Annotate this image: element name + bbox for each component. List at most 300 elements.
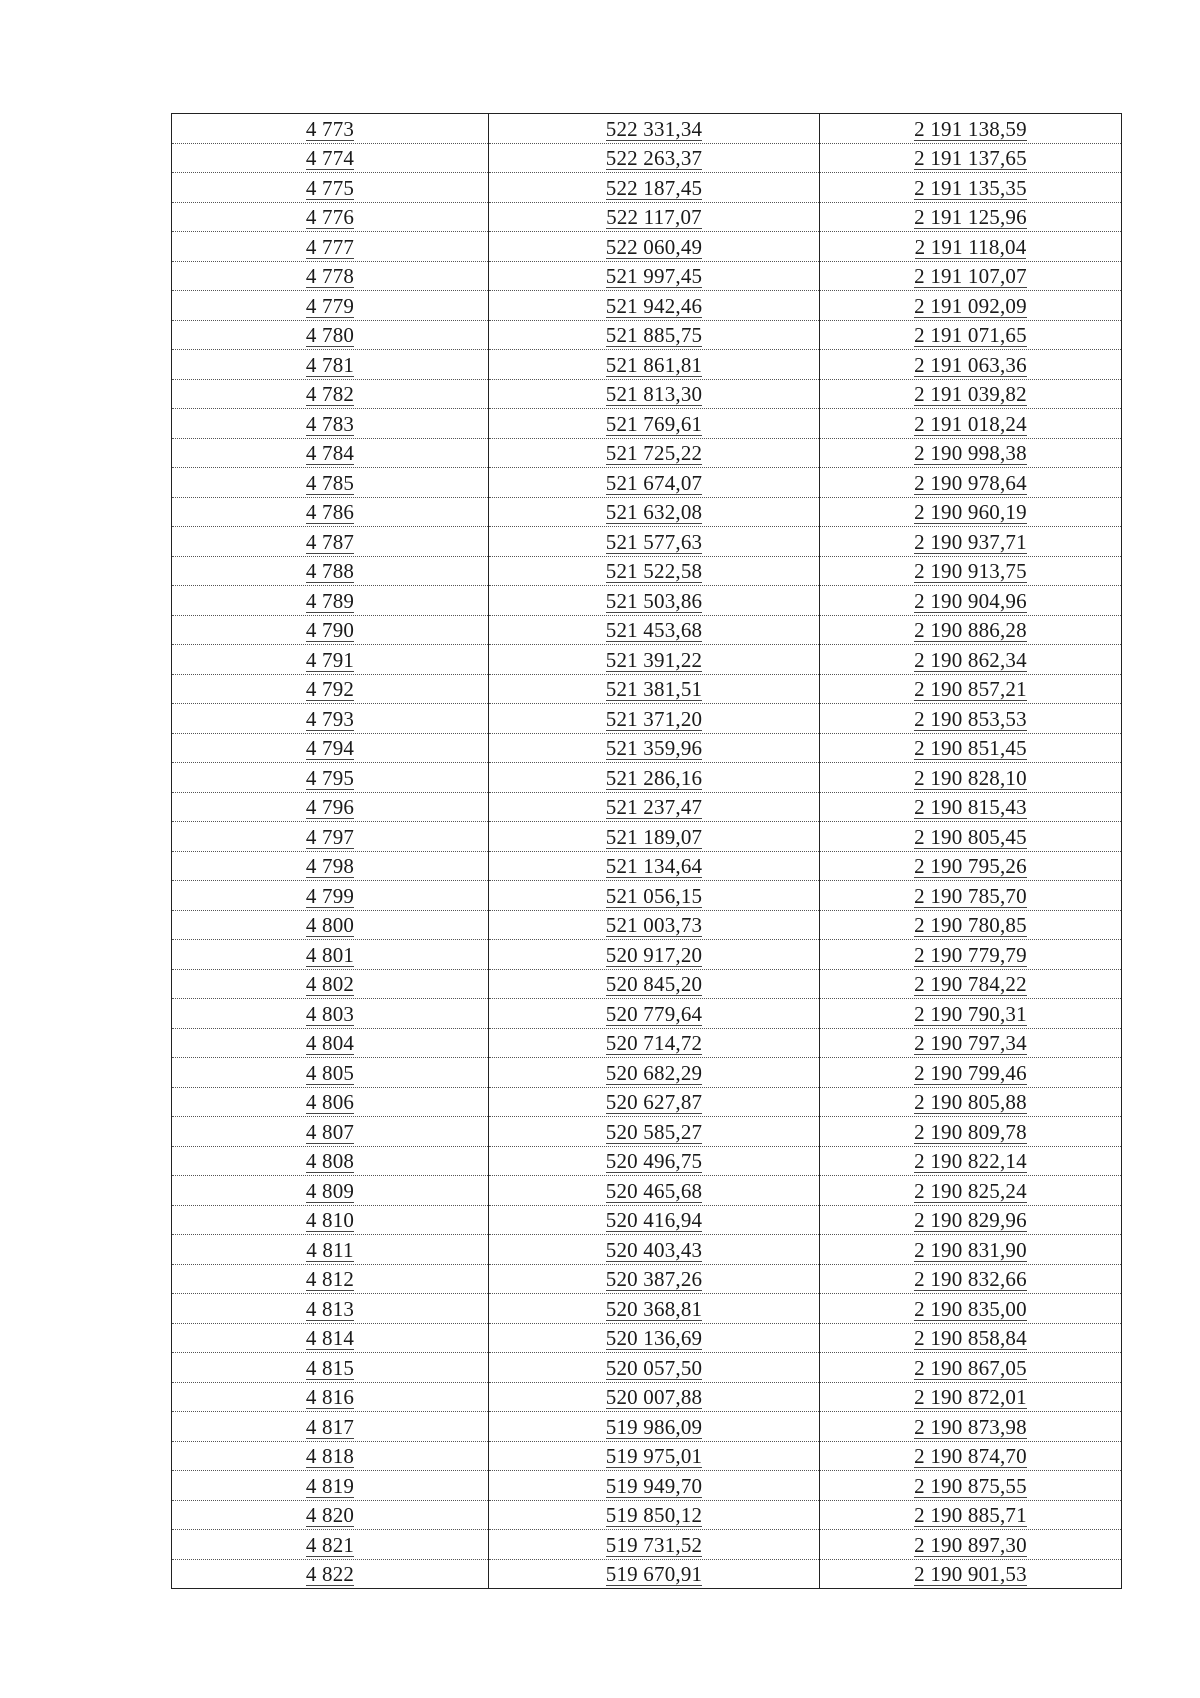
point-number-cell <box>172 173 489 203</box>
point-number-cell <box>172 143 489 173</box>
table-row <box>172 1382 1122 1412</box>
x-coordinate-value: 519 949,70 <box>605 1473 703 1498</box>
point-number-cell <box>172 969 489 999</box>
table-row <box>172 733 1122 763</box>
y-coordinate-cell <box>820 674 1122 704</box>
x-coordinate-cell <box>489 468 820 498</box>
y-coordinate-value: 2 191 125,96 <box>914 205 1027 229</box>
point-number-value: 4 800 <box>305 913 355 937</box>
table-row <box>172 468 1122 498</box>
y-coordinate-cell <box>820 586 1122 616</box>
y-coordinate-cell <box>820 851 1122 881</box>
x-coordinate-value: 522 117,07 <box>606 205 702 229</box>
table-row <box>172 143 1122 173</box>
x-coordinate-cell <box>489 704 820 734</box>
y-coordinate-value: 2 190 897,30 <box>914 1532 1027 1557</box>
y-coordinate-cell <box>820 261 1122 291</box>
point-number-value: 4 790 <box>305 618 355 642</box>
point-number-value: 4 789 <box>305 588 355 613</box>
x-coordinate-cell <box>489 881 820 911</box>
y-coordinate-cell <box>820 173 1122 203</box>
x-coordinate-cell <box>489 497 820 527</box>
point-number-value: 4 775 <box>305 175 355 200</box>
y-coordinate-value: 2 191 018,24 <box>914 411 1027 436</box>
point-number-cell <box>172 910 489 940</box>
table-row <box>172 232 1122 262</box>
point-number-value: 4 816 <box>305 1385 355 1409</box>
x-coordinate-value: 520 403,43 <box>605 1237 703 1262</box>
y-coordinate-value: 2 190 904,96 <box>914 588 1027 613</box>
x-coordinate-cell <box>489 143 820 173</box>
y-coordinate-cell <box>820 438 1122 468</box>
y-coordinate-cell <box>820 143 1122 173</box>
x-coordinate-cell <box>489 1176 820 1206</box>
point-number-cell <box>172 291 489 321</box>
point-number-cell <box>172 1028 489 1058</box>
x-coordinate-value: 520 007,88 <box>605 1385 703 1409</box>
x-coordinate-cell <box>489 1294 820 1324</box>
y-coordinate-value: 2 191 063,36 <box>914 352 1027 377</box>
y-coordinate-cell <box>820 1264 1122 1294</box>
x-coordinate-value: 521 942,46 <box>605 293 703 318</box>
y-coordinate-value: 2 190 805,88 <box>914 1090 1027 1114</box>
point-number-value: 4 796 <box>305 795 355 819</box>
point-number-cell <box>172 704 489 734</box>
x-coordinate-value: 520 585,27 <box>605 1119 703 1144</box>
table-row <box>172 1294 1122 1324</box>
x-coordinate-cell <box>489 1441 820 1471</box>
y-coordinate-cell <box>820 291 1122 321</box>
y-coordinate-value: 2 191 137,65 <box>914 146 1027 170</box>
table-row <box>172 969 1122 999</box>
y-coordinate-value: 2 190 779,79 <box>914 942 1027 967</box>
point-number-cell <box>172 822 489 852</box>
table-row <box>172 1471 1122 1501</box>
x-coordinate-value: 521 997,45 <box>605 264 703 288</box>
point-number-value: 4 797 <box>305 824 355 849</box>
x-coordinate-value: 520 136,69 <box>605 1326 703 1350</box>
table-row <box>172 586 1122 616</box>
y-coordinate-value: 2 190 853,53 <box>914 706 1027 731</box>
table-row <box>172 1559 1122 1589</box>
x-coordinate-cell <box>489 1264 820 1294</box>
x-coordinate-value: 522 187,45 <box>605 175 703 200</box>
x-coordinate-value: 521 453,68 <box>605 618 703 642</box>
y-coordinate-cell <box>820 379 1122 409</box>
point-number-cell <box>172 940 489 970</box>
x-coordinate-cell <box>489 586 820 616</box>
table-row <box>172 1500 1122 1530</box>
point-number-cell <box>172 1441 489 1471</box>
x-coordinate-value: 519 731,52 <box>605 1532 703 1557</box>
x-coordinate-cell <box>489 1205 820 1235</box>
x-coordinate-cell <box>489 1471 820 1501</box>
point-number-value: 4 778 <box>305 264 355 288</box>
point-number-value: 4 783 <box>305 411 355 436</box>
table-row <box>172 556 1122 586</box>
y-coordinate-value: 2 190 875,55 <box>914 1473 1027 1498</box>
y-coordinate-value: 2 190 805,45 <box>914 824 1027 849</box>
x-coordinate-value: 521 359,96 <box>605 736 703 760</box>
y-coordinate-value: 2 190 937,71 <box>914 529 1027 554</box>
x-coordinate-cell <box>489 527 820 557</box>
y-coordinate-cell <box>820 1323 1122 1353</box>
point-number-value: 4 798 <box>305 854 355 878</box>
y-coordinate-value: 2 190 913,75 <box>914 559 1027 583</box>
point-number-value: 4 813 <box>305 1296 355 1321</box>
y-coordinate-value: 2 190 998,38 <box>914 441 1027 465</box>
x-coordinate-value: 519 975,01 <box>605 1444 703 1468</box>
y-coordinate-cell <box>820 1441 1122 1471</box>
point-number-cell <box>172 1205 489 1235</box>
point-number-cell <box>172 1117 489 1147</box>
x-coordinate-cell <box>489 261 820 291</box>
point-number-value: 4 776 <box>305 205 355 229</box>
y-coordinate-value: 2 191 107,07 <box>914 264 1027 288</box>
point-number-value: 4 807 <box>305 1119 355 1144</box>
y-coordinate-cell <box>820 1500 1122 1530</box>
y-coordinate-value: 2 190 809,78 <box>914 1119 1027 1144</box>
y-coordinate-value: 2 190 829,96 <box>914 1208 1027 1232</box>
y-coordinate-cell <box>820 1412 1122 1442</box>
point-number-value: 4 785 <box>305 470 355 495</box>
x-coordinate-cell <box>489 438 820 468</box>
y-coordinate-value: 2 190 960,19 <box>914 500 1027 524</box>
point-number-value: 4 815 <box>305 1355 355 1380</box>
point-number-value: 4 795 <box>305 765 355 790</box>
y-coordinate-value: 2 190 862,34 <box>914 647 1027 672</box>
x-coordinate-cell <box>489 350 820 380</box>
table-row <box>172 527 1122 557</box>
point-number-value: 4 782 <box>305 382 355 406</box>
table-row <box>172 645 1122 675</box>
x-coordinate-cell <box>489 792 820 822</box>
x-coordinate-value: 520 387,26 <box>605 1267 703 1291</box>
point-number-value: 4 780 <box>305 323 355 347</box>
table-row <box>172 1412 1122 1442</box>
point-number-value: 4 814 <box>305 1326 355 1350</box>
point-number-cell <box>172 999 489 1029</box>
point-number-value: 4 805 <box>305 1060 355 1085</box>
point-number-cell <box>172 1323 489 1353</box>
x-coordinate-value: 521 391,22 <box>605 647 703 672</box>
point-number-value: 4 799 <box>305 883 355 908</box>
y-coordinate-cell <box>820 940 1122 970</box>
point-number-cell <box>172 350 489 380</box>
table-row <box>172 1235 1122 1265</box>
x-coordinate-cell <box>489 1353 820 1383</box>
y-coordinate-cell <box>820 1471 1122 1501</box>
point-number-cell <box>172 497 489 527</box>
x-coordinate-value: 521 813,30 <box>605 382 703 406</box>
x-coordinate-cell <box>489 940 820 970</box>
table-row <box>172 763 1122 793</box>
point-number-cell <box>172 1500 489 1530</box>
y-coordinate-cell <box>820 1353 1122 1383</box>
table-row <box>172 379 1122 409</box>
point-number-value: 4 812 <box>305 1267 355 1291</box>
y-coordinate-value: 2 190 780,85 <box>914 913 1027 937</box>
x-coordinate-value: 519 850,12 <box>605 1503 703 1527</box>
y-coordinate-value: 2 190 835,00 <box>914 1296 1027 1321</box>
x-coordinate-value: 520 779,64 <box>605 1001 703 1026</box>
y-coordinate-value: 2 190 795,26 <box>914 854 1027 878</box>
table-row <box>172 350 1122 380</box>
point-number-cell <box>172 1471 489 1501</box>
x-coordinate-cell <box>489 320 820 350</box>
point-number-cell <box>172 1412 489 1442</box>
x-coordinate-cell <box>489 291 820 321</box>
point-number-value: 4 821 <box>305 1532 355 1557</box>
point-number-cell <box>172 438 489 468</box>
table-row <box>172 851 1122 881</box>
point-number-cell <box>172 556 489 586</box>
x-coordinate-value: 521 674,07 <box>605 470 703 495</box>
x-coordinate-cell <box>489 114 820 144</box>
point-number-cell <box>172 1264 489 1294</box>
point-number-cell <box>172 1530 489 1560</box>
table-row <box>172 1117 1122 1147</box>
table-row <box>172 792 1122 822</box>
y-coordinate-value: 2 190 785,70 <box>914 883 1027 908</box>
y-coordinate-cell <box>820 615 1122 645</box>
x-coordinate-cell <box>489 822 820 852</box>
point-number-value: 4 781 <box>305 352 355 377</box>
table-row <box>172 202 1122 232</box>
y-coordinate-value: 2 190 867,05 <box>914 1355 1027 1380</box>
y-coordinate-value: 2 190 901,53 <box>914 1562 1027 1586</box>
y-coordinate-cell <box>820 1530 1122 1560</box>
point-number-cell <box>172 792 489 822</box>
table-row <box>172 1028 1122 1058</box>
table-row <box>172 704 1122 734</box>
table-row <box>172 1264 1122 1294</box>
y-coordinate-cell <box>820 1028 1122 1058</box>
y-coordinate-value: 2 190 832,66 <box>914 1267 1027 1291</box>
table-row <box>172 1441 1122 1471</box>
table-row <box>172 940 1122 970</box>
y-coordinate-value: 2 191 092,09 <box>914 293 1027 318</box>
point-number-cell <box>172 1382 489 1412</box>
x-coordinate-value: 520 057,50 <box>605 1355 703 1380</box>
x-coordinate-cell <box>489 1146 820 1176</box>
y-coordinate-value: 2 190 874,70 <box>914 1444 1027 1468</box>
table-row <box>172 114 1122 144</box>
table-row <box>172 261 1122 291</box>
y-coordinate-cell <box>820 556 1122 586</box>
x-coordinate-value: 520 465,68 <box>605 1178 703 1203</box>
y-coordinate-value: 2 190 815,43 <box>914 795 1027 819</box>
point-number-cell <box>172 202 489 232</box>
table-row <box>172 999 1122 1029</box>
x-coordinate-cell <box>489 969 820 999</box>
y-coordinate-value: 2 190 790,31 <box>914 1001 1027 1026</box>
point-number-value: 4 784 <box>305 441 355 465</box>
x-coordinate-cell <box>489 379 820 409</box>
point-number-cell <box>172 320 489 350</box>
x-coordinate-cell <box>489 173 820 203</box>
point-number-value: 4 788 <box>305 559 355 583</box>
point-number-value: 4 777 <box>305 234 355 259</box>
x-coordinate-value: 521 503,86 <box>605 588 703 613</box>
x-coordinate-value: 520 627,87 <box>605 1090 703 1114</box>
point-number-cell <box>172 733 489 763</box>
y-coordinate-cell <box>820 763 1122 793</box>
table-row <box>172 881 1122 911</box>
x-coordinate-value: 520 845,20 <box>605 972 703 996</box>
x-coordinate-value: 521 237,47 <box>605 795 703 819</box>
point-number-cell <box>172 674 489 704</box>
x-coordinate-value: 519 670,91 <box>605 1562 703 1586</box>
point-number-value: 4 802 <box>305 972 355 996</box>
x-coordinate-value: 520 917,20 <box>605 942 703 967</box>
table-row <box>172 173 1122 203</box>
table-row <box>172 1146 1122 1176</box>
y-coordinate-cell <box>820 1382 1122 1412</box>
point-number-value: 4 779 <box>305 293 355 318</box>
x-coordinate-value: 521 371,20 <box>605 706 703 731</box>
table-row <box>172 822 1122 852</box>
y-coordinate-cell <box>820 881 1122 911</box>
x-coordinate-cell <box>489 733 820 763</box>
coordinates-table <box>171 113 1122 1589</box>
point-number-value: 4 803 <box>305 1001 355 1026</box>
x-coordinate-value: 521 885,75 <box>605 323 703 347</box>
x-coordinate-value: 520 714,72 <box>605 1031 703 1055</box>
x-coordinate-cell <box>489 556 820 586</box>
x-coordinate-cell <box>489 1087 820 1117</box>
x-coordinate-value: 520 416,94 <box>605 1208 703 1232</box>
point-number-value: 4 811 <box>306 1237 354 1262</box>
point-number-value: 4 786 <box>305 500 355 524</box>
y-coordinate-value: 2 190 825,24 <box>914 1178 1027 1203</box>
point-number-cell <box>172 468 489 498</box>
x-coordinate-cell <box>489 1028 820 1058</box>
y-coordinate-cell <box>820 910 1122 940</box>
x-coordinate-cell <box>489 1058 820 1088</box>
point-number-value: 4 820 <box>305 1503 355 1527</box>
y-coordinate-cell <box>820 409 1122 439</box>
y-coordinate-cell <box>820 320 1122 350</box>
x-coordinate-cell <box>489 910 820 940</box>
x-coordinate-value: 522 060,49 <box>605 234 703 259</box>
point-number-cell <box>172 1058 489 1088</box>
y-coordinate-cell <box>820 1235 1122 1265</box>
table-row <box>172 674 1122 704</box>
table-row <box>172 1205 1122 1235</box>
table-row <box>172 1353 1122 1383</box>
x-coordinate-cell <box>489 1323 820 1353</box>
table-row <box>172 1087 1122 1117</box>
point-number-cell <box>172 232 489 262</box>
point-number-cell <box>172 379 489 409</box>
table-row <box>172 291 1122 321</box>
y-coordinate-value: 2 190 857,21 <box>914 677 1027 701</box>
x-coordinate-value: 520 368,81 <box>605 1296 703 1321</box>
point-number-value: 4 808 <box>305 1149 355 1173</box>
point-number-cell <box>172 1559 489 1589</box>
x-coordinate-cell <box>489 1559 820 1589</box>
point-number-cell <box>172 1294 489 1324</box>
y-coordinate-value: 2 190 822,14 <box>914 1149 1027 1173</box>
point-number-cell <box>172 645 489 675</box>
y-coordinate-value: 2 191 138,59 <box>914 116 1027 141</box>
y-coordinate-cell <box>820 792 1122 822</box>
x-coordinate-cell <box>489 202 820 232</box>
x-coordinate-cell <box>489 851 820 881</box>
x-coordinate-value: 521 056,15 <box>605 883 703 908</box>
point-number-value: 4 793 <box>305 706 355 731</box>
y-coordinate-cell <box>820 114 1122 144</box>
point-number-value: 4 792 <box>305 677 355 701</box>
y-coordinate-value: 2 191 039,82 <box>914 382 1027 406</box>
table-row <box>172 1176 1122 1206</box>
y-coordinate-value: 2 190 799,46 <box>914 1060 1027 1085</box>
table-row <box>172 409 1122 439</box>
x-coordinate-value: 521 003,73 <box>605 913 703 937</box>
point-number-value: 4 817 <box>305 1414 355 1439</box>
x-coordinate-cell <box>489 232 820 262</box>
y-coordinate-cell <box>820 822 1122 852</box>
x-coordinate-value: 521 861,81 <box>605 352 703 377</box>
y-coordinate-value: 2 190 978,64 <box>914 470 1027 495</box>
point-number-cell <box>172 851 489 881</box>
point-number-cell <box>172 1087 489 1117</box>
point-number-value: 4 787 <box>305 529 355 554</box>
point-number-cell <box>172 763 489 793</box>
table-row <box>172 320 1122 350</box>
point-number-cell <box>172 261 489 291</box>
y-coordinate-cell <box>820 468 1122 498</box>
point-number-cell <box>172 881 489 911</box>
x-coordinate-value: 520 496,75 <box>605 1149 703 1173</box>
y-coordinate-cell <box>820 645 1122 675</box>
y-coordinate-cell <box>820 1176 1122 1206</box>
point-number-cell <box>172 586 489 616</box>
y-coordinate-cell <box>820 1205 1122 1235</box>
x-coordinate-cell <box>489 1382 820 1412</box>
y-coordinate-value: 2 191 118,04 <box>914 234 1027 259</box>
point-number-value: 4 804 <box>305 1031 355 1055</box>
point-number-value: 4 801 <box>305 942 355 967</box>
point-number-value: 4 819 <box>305 1473 355 1498</box>
point-number-value: 4 794 <box>305 736 355 760</box>
coordinates-table-body <box>172 114 1122 1589</box>
y-coordinate-cell <box>820 733 1122 763</box>
table-row <box>172 615 1122 645</box>
y-coordinate-cell <box>820 497 1122 527</box>
x-coordinate-value: 522 331,34 <box>605 116 703 141</box>
y-coordinate-cell <box>820 969 1122 999</box>
x-coordinate-value: 521 769,61 <box>605 411 703 436</box>
y-coordinate-cell <box>820 1058 1122 1088</box>
y-coordinate-cell <box>820 1559 1122 1589</box>
table-row <box>172 497 1122 527</box>
x-coordinate-value: 521 134,64 <box>605 854 703 878</box>
point-number-cell <box>172 527 489 557</box>
y-coordinate-value: 2 190 797,34 <box>914 1031 1027 1055</box>
x-coordinate-cell <box>489 1235 820 1265</box>
y-coordinate-value: 2 190 831,90 <box>914 1237 1027 1262</box>
y-coordinate-value: 2 191 135,35 <box>914 175 1027 200</box>
point-number-value: 4 806 <box>305 1090 355 1114</box>
x-coordinate-cell <box>489 1117 820 1147</box>
x-coordinate-value: 519 986,09 <box>605 1414 703 1439</box>
y-coordinate-value: 2 190 873,98 <box>914 1414 1027 1439</box>
x-coordinate-value: 521 522,58 <box>605 559 703 583</box>
y-coordinate-value: 2 190 872,01 <box>914 1385 1027 1409</box>
y-coordinate-cell <box>820 232 1122 262</box>
